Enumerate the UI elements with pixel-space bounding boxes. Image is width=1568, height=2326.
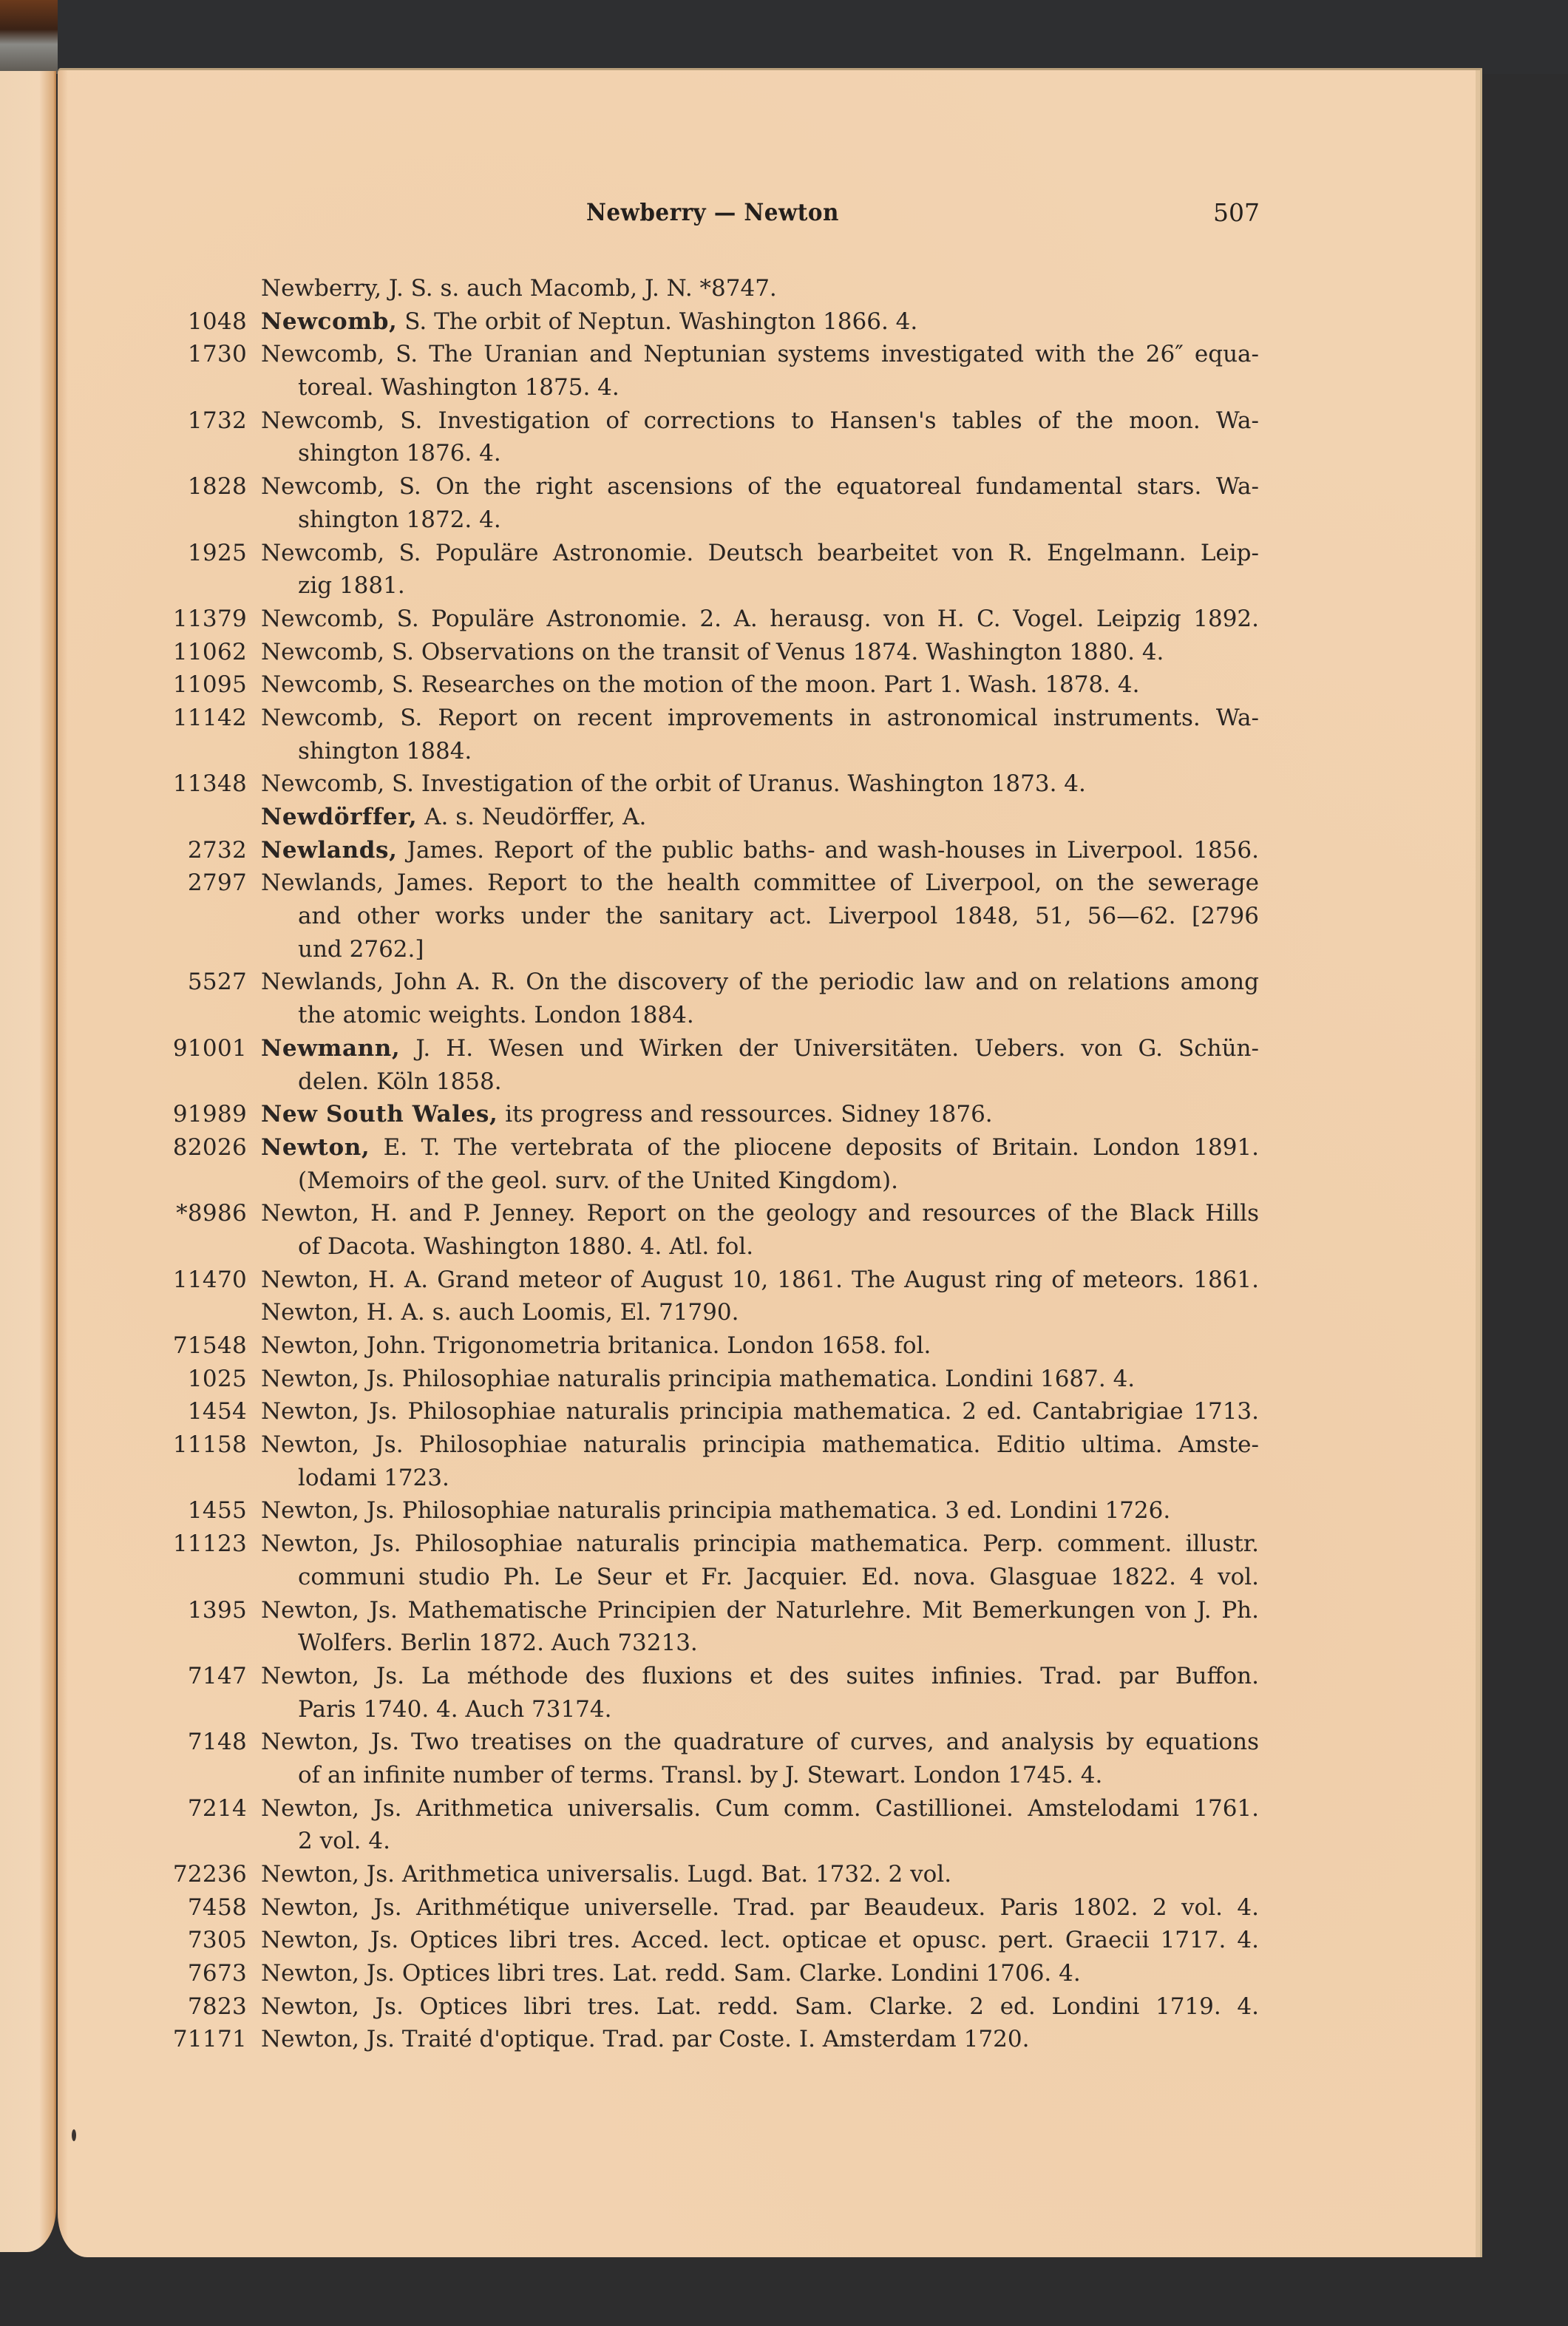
catalog-entry-line <box>0 1428 1568 1462</box>
entry-body: Newton, Js. Traité d'optique. Trad. par Coste. I. Amsterdam 1720. <box>261 2026 1030 2053</box>
entry-number: 71548 <box>172 1332 247 1359</box>
catalog-entry-line <box>0 1197 1568 1230</box>
entry-body: the atomic weights. London 1884. <box>298 1002 694 1029</box>
catalog-entry-line <box>0 404 1568 438</box>
catalog-entry-line <box>0 767 1568 801</box>
catalog-entry-line <box>0 1726 1568 1759</box>
entry-number: 7458 <box>187 1893 247 1921</box>
entry-text <box>261 1296 1259 1329</box>
entry-body: Newton, Js. Optices libri tres. Acced. lect. opticae et opusc. pert. Graecii 1717. 4. <box>261 1927 1259 1954</box>
catalog-entry-line <box>0 1891 1568 1925</box>
entry-body: Newton, Js. Philosophiae naturalis principia mathematica. Perp. comment. illustr. <box>261 1530 1259 1558</box>
entry-number: 1455 <box>187 1497 247 1525</box>
catalog-entry-line <box>0 603 1568 636</box>
catalog-entry-line <box>0 668 1568 702</box>
entry-body: Newton, H. and P. Jenney. Report on the geology and resources of the Black Hills <box>261 1200 1259 1227</box>
entry-continuation-line <box>0 1561 1568 1594</box>
entry-number: 2732 <box>187 836 247 864</box>
entry-text <box>298 1627 1259 1660</box>
entry-text <box>261 1957 1259 1990</box>
entry-continuation-line <box>0 1825 1568 1858</box>
entry-body: J. H. Wesen und Wirken der Universitäten. Uebers. von G. Schün- <box>400 1034 1259 1062</box>
entry-body: Newcomb, S. The Uranian and Neptunian systems investigated with the 26″ equa- <box>261 341 1259 368</box>
entry-number: *8986 <box>176 1200 247 1227</box>
entry-text <box>261 537 1259 570</box>
catalog-entry-line <box>0 1594 1568 1627</box>
entry-text <box>298 1825 1259 1858</box>
entry-body: Newton, Js. Arithmetica universalis. Lugd. Bat. 1732. 2 vol. <box>261 1861 952 1888</box>
entry-text <box>261 1594 1259 1627</box>
entry-continuation-line <box>0 999 1568 1032</box>
entry-number: 1048 <box>187 308 247 335</box>
entry-number: 7673 <box>187 1960 247 1987</box>
catalog-entry-line <box>0 1264 1568 1297</box>
entry-body: Newton, H. A. Grand meteor of August 10, 1861. The August ring of meteors. 1861. <box>261 1266 1259 1293</box>
entry-text <box>261 1428 1259 1462</box>
catalog-entry-line <box>0 834 1568 867</box>
entry-number: 11142 <box>172 704 247 731</box>
entry-continuation-line <box>0 1627 1568 1660</box>
entry-text <box>261 668 1259 702</box>
entry-continuation-line <box>0 1230 1568 1264</box>
entry-text <box>261 1363 1259 1396</box>
catalog-entries <box>0 272 1568 2056</box>
entry-number: 7305 <box>187 1927 247 1954</box>
entry-text <box>261 2023 1259 2056</box>
entry-text <box>261 1329 1259 1363</box>
catalog-entry-line <box>0 702 1568 735</box>
catalog-entry-line <box>0 1131 1568 1164</box>
entry-body: Newberry, J. S. s. auch Macomb, J. N. *8747. <box>261 275 777 302</box>
catalog-entry-line <box>0 966 1568 999</box>
entry-continuation-line <box>0 371 1568 404</box>
entry-heading: Newmann, <box>261 1034 401 1062</box>
entry-body: Wolfers. Berlin 1872. Auch 73213. <box>298 1630 698 1657</box>
catalog-entry-line <box>0 867 1568 900</box>
entry-text <box>261 1264 1259 1297</box>
entry-text <box>298 1065 1259 1099</box>
entry-body: (Memoirs of the geol. surv. of the United Kingdom). <box>298 1167 898 1194</box>
catalog-entry-line <box>0 1858 1568 1891</box>
entry-text <box>298 569 1259 603</box>
entry-heading: New South Wales, <box>261 1101 498 1128</box>
entry-body: toreal. Washington 1875. 4. <box>298 374 620 401</box>
entry-continuation-line <box>0 1759 1568 1792</box>
entry-body: und 2762.] <box>298 935 424 963</box>
entry-number: 7148 <box>187 1729 247 1756</box>
catalog-entry-line <box>0 1957 1568 1990</box>
entry-text <box>261 966 1259 999</box>
entry-text <box>298 1462 1259 1495</box>
entry-text <box>298 1561 1259 1594</box>
entry-text <box>261 1494 1259 1528</box>
entry-text <box>298 900 1259 933</box>
entry-body: Newcomb, S. Report on recent improvements in astronomical instruments. Wa- <box>261 704 1259 731</box>
entry-number: 7147 <box>187 1662 247 1689</box>
catalog-entry-line <box>0 1494 1568 1528</box>
entry-number: 91989 <box>172 1101 247 1128</box>
entry-number: 2797 <box>187 869 247 897</box>
entry-number: 1025 <box>187 1365 247 1392</box>
entry-continuation-line <box>0 1164 1568 1198</box>
entry-number: 1730 <box>187 341 247 368</box>
entry-body: Paris 1740. 4. Auch 73174. <box>298 1695 612 1723</box>
entry-continuation-line <box>0 1693 1568 1726</box>
entry-heading: Newton, <box>261 1133 370 1161</box>
catalog-entry-line <box>0 1098 1568 1131</box>
catalog-entry-line <box>0 1395 1568 1428</box>
entry-text <box>261 1660 1259 1693</box>
entry-number: 1828 <box>187 473 247 501</box>
entry-body: A. s. Neudörffer, A. <box>417 804 647 830</box>
entry-body: Newcomb, S. Populäre Astronomie. 2. A. herausg. von H. C. Vogel. Leipzig 1892. <box>261 605 1259 632</box>
entry-text <box>298 1230 1259 1264</box>
entry-continuation-line <box>0 569 1568 603</box>
entry-continuation-line <box>0 503 1568 537</box>
entry-text <box>261 1858 1259 1891</box>
entry-text <box>298 437 1259 470</box>
entry-number: 11123 <box>172 1530 247 1558</box>
entry-body: of Dacota. Washington 1880. 4. Atl. fol. <box>298 1232 754 1260</box>
catalog-entry-line <box>0 1363 1568 1396</box>
entry-number: 7823 <box>187 1993 247 2020</box>
entry-heading: Newdörffer, <box>261 804 418 830</box>
entry-text <box>261 1131 1259 1164</box>
entry-body: Newton, Js. Arithmetica universalis. Cum comm. Castillionei. Amstelodami 1761. <box>261 1794 1259 1822</box>
entry-text <box>261 338 1259 371</box>
entry-body: shington 1884. <box>298 737 472 764</box>
entry-text <box>298 1759 1259 1792</box>
entry-body: Newton, John. Trigonometria britanica. London 1658. fol. <box>261 1332 931 1359</box>
entry-text <box>298 933 1259 966</box>
entry-text <box>261 1726 1259 1759</box>
entry-body: of an infinite number of terms. Transl. by J. Stewart. London 1745. 4. <box>298 1761 1103 1788</box>
entry-number: 11158 <box>172 1431 247 1459</box>
catalog-entry-line <box>0 338 1568 371</box>
entry-text <box>261 1395 1259 1428</box>
catalog-entry-line <box>0 1990 1568 2024</box>
entry-text <box>261 767 1259 801</box>
entry-number: 11379 <box>172 605 247 632</box>
entry-text <box>298 999 1259 1032</box>
catalog-entry-line <box>0 537 1568 570</box>
entry-body: lodami 1723. <box>298 1464 449 1491</box>
entry-text <box>298 1693 1259 1726</box>
entry-text <box>261 1098 1259 1131</box>
entry-body: Newcomb, S. Researches on the motion of the moon. Part 1. Wash. 1878. 4. <box>261 671 1140 699</box>
entry-body: Newcomb, S. On the right ascensions of the equatoreal fundamental stars. Wa- <box>261 473 1259 501</box>
entry-number: 11062 <box>172 638 247 665</box>
catalog-entry-line <box>0 1924 1568 1957</box>
entry-body: shington 1876. 4. <box>298 440 501 467</box>
entry-body: shington 1872. 4. <box>298 506 501 533</box>
entry-number: 71171 <box>172 2026 247 2053</box>
entry-text <box>261 305 1259 339</box>
entry-body: zig 1881. <box>298 572 405 600</box>
entry-body: Newlands, John A. R. On the discovery of the periodic law and on relations among <box>261 969 1259 996</box>
entry-text <box>261 1528 1259 1561</box>
running-head <box>0 198 1568 235</box>
entry-body: Newton, Js. Arithmétique universelle. Trad. par Beaudeux. Paris 1802. 2 vol. 4. <box>261 1893 1259 1921</box>
entry-body: Newton, Js. La méthode des fluxions et des suites infinies. Trad. par Buffon. <box>261 1662 1259 1689</box>
entry-text <box>261 834 1259 867</box>
entry-continuation-line <box>0 933 1568 966</box>
catalog-entry-line <box>0 2023 1568 2056</box>
entry-text <box>261 801 1259 834</box>
catalog-entry-line <box>0 1032 1568 1065</box>
entry-body: delen. Köln 1858. <box>298 1068 502 1095</box>
entry-number: 1732 <box>187 407 247 434</box>
catalog-entry-line <box>0 801 1568 834</box>
entry-text <box>261 1032 1259 1065</box>
catalog-entry-line <box>0 305 1568 339</box>
catalog-entry-line <box>0 636 1568 669</box>
entry-text <box>261 636 1259 669</box>
entry-body: Newton, Js. Philosophiae naturalis principia mathematica. Londini 1687. 4. <box>261 1365 1136 1392</box>
book-cover-background <box>58 0 1568 74</box>
entry-number: 11470 <box>172 1266 247 1293</box>
entry-body: its progress and ressources. Sidney 1876. <box>498 1101 993 1128</box>
entry-text <box>261 1197 1259 1230</box>
entry-body: Newcomb, S. Investigation of the orbit of Uranus. Washington 1873. 4. <box>261 770 1086 798</box>
entry-body: 2 vol. 4. <box>298 1828 390 1855</box>
entry-heading: Newlands, <box>261 836 398 864</box>
entry-body: Newton, Js. Philosophiae naturalis principia mathematica. 3 ed. Londini 1726. <box>261 1497 1171 1525</box>
entry-heading: Newcomb, <box>261 308 398 335</box>
entry-body: Newton, Js. Optices libri tres. Lat. redd. Sam. Clarke. 2 ed. Londini 1719. 4. <box>261 1993 1259 2020</box>
ink-smudge <box>72 2129 76 2141</box>
entry-body: Newton, Js. Philosophiae naturalis principia mathematica. 2 ed. Cantabrigiae 1713. <box>261 1398 1259 1425</box>
entry-number: 1925 <box>187 539 247 566</box>
entry-body: Newton, Js. Two treatises on the quadrature of curves, and analysis by equations <box>261 1729 1259 1756</box>
entry-number: 1395 <box>187 1596 247 1624</box>
entry-number: 11348 <box>172 770 247 798</box>
catalog-entry-line <box>0 1528 1568 1561</box>
entry-continuation-line <box>0 1065 1568 1099</box>
catalog-entry-line <box>0 1329 1568 1363</box>
entry-body: Newlands, James. Report to the health committee of Liverpool, on the sewerage <box>261 869 1259 897</box>
entry-body: communi studio Ph. Le Seur et Fr. Jacquier. Ed. nova. Glasguae 1822. 4 vol. <box>298 1563 1259 1590</box>
entry-body: Newton, Js. Philosophiae naturalis principia mathematica. Editio ultima. Amste- <box>261 1431 1259 1459</box>
page-title: Newberry — Newton <box>586 198 839 226</box>
entry-text <box>261 1924 1259 1957</box>
entry-body: S. The orbit of Neptun. Washington 1866. 4. <box>397 308 918 335</box>
catalog-entry-line <box>0 272 1568 305</box>
entry-body: Newcomb, S. Investigation of corrections to Hansen's tables of the moon. Wa- <box>261 407 1259 434</box>
entry-text <box>261 603 1259 636</box>
entry-text <box>261 1891 1259 1925</box>
entry-body: James. Report of the public baths- and wash-houses in Liverpool. 1856. <box>397 836 1259 864</box>
book-binding-edge <box>0 0 58 74</box>
catalog-entry-line <box>0 470 1568 503</box>
entry-number: 82026 <box>172 1133 247 1161</box>
catalog-entry-line <box>0 1660 1568 1693</box>
entry-body: Newton, H. A. s. auch Loomis, El. 71790. <box>261 1299 739 1326</box>
entry-body: Newcomb, S. Populäre Astronomie. Deutsch bearbeitet von R. Engelmann. Leip- <box>261 539 1259 566</box>
entry-text <box>261 404 1259 438</box>
entry-body: Newton, Js. Mathematische Principien der Naturlehre. Mit Bemerkungen von J. Ph. <box>261 1596 1259 1624</box>
entry-text <box>261 1792 1259 1825</box>
entry-text <box>261 867 1259 900</box>
entry-number: 5527 <box>187 969 247 996</box>
entry-body: Newton, Js. Optices libri tres. Lat. redd. Sam. Clarke. Londini 1706. 4. <box>261 1960 1081 1987</box>
entry-text <box>298 371 1259 404</box>
entry-number: 72236 <box>172 1861 247 1888</box>
entry-number: 7214 <box>187 1794 247 1822</box>
entry-text <box>261 1990 1259 2024</box>
entry-text <box>298 735 1259 768</box>
entry-body: E. T. The vertebrata of the pliocene deposits of Britain. London 1891. <box>370 1133 1259 1161</box>
entry-number: 91001 <box>172 1034 247 1062</box>
entry-continuation-line <box>0 437 1568 470</box>
entry-number: 1454 <box>187 1398 247 1425</box>
entry-text <box>298 503 1259 537</box>
entry-number: 11095 <box>172 671 247 699</box>
entry-body: Newcomb, S. Observations on the transit of Venus 1874. Washington 1880. 4. <box>261 638 1164 665</box>
entry-body: and other works under the sanitary act. Liverpool 1848, 51, 56—62. [2796 <box>298 903 1259 930</box>
catalog-entry-line <box>0 1792 1568 1825</box>
entry-continuation-line <box>0 900 1568 933</box>
entry-continuation-line <box>0 735 1568 768</box>
entry-continuation-line <box>0 1462 1568 1495</box>
entry-text <box>298 1164 1259 1198</box>
catalog-entry-line <box>0 1296 1568 1329</box>
entry-text <box>261 470 1259 503</box>
entry-text <box>261 272 1259 305</box>
page-number: 507 <box>1213 198 1260 227</box>
entry-text <box>261 702 1259 735</box>
